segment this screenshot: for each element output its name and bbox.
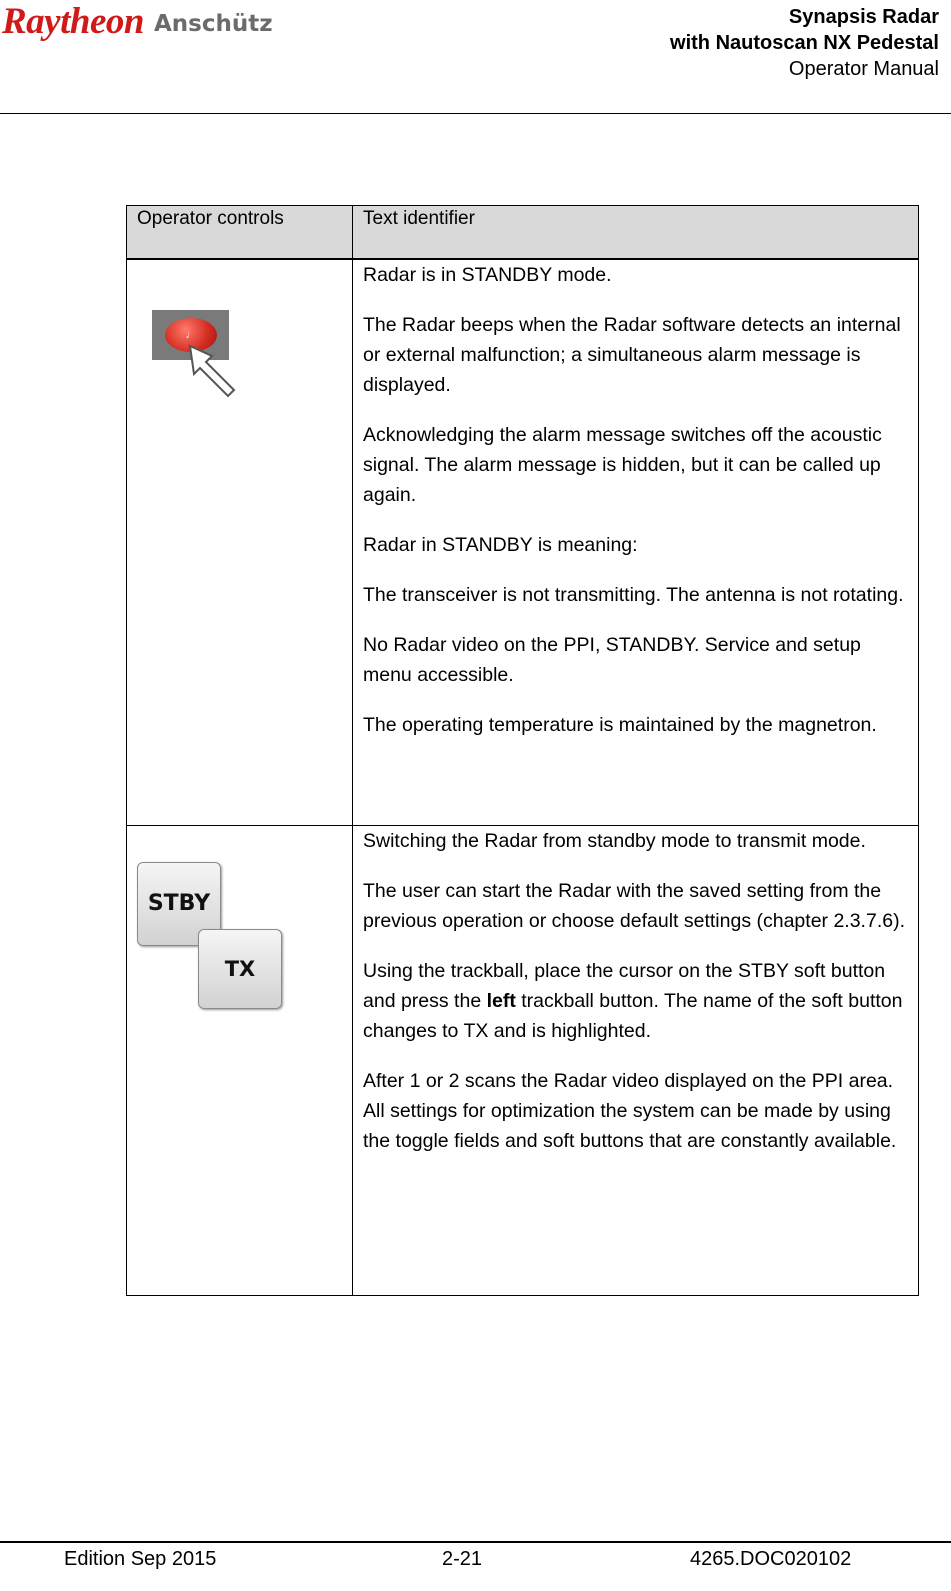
title-line-3: Operator Manual [788, 58, 939, 80]
page-header [0, 0, 951, 114]
cursor-arrow-icon [182, 338, 242, 398]
table-row [127, 825, 919, 1295]
paragraph-bold-text: left [486, 989, 516, 1012]
operator-control-cell [127, 825, 353, 1295]
table-header-row [127, 206, 919, 260]
header-divider [0, 113, 951, 114]
document-title [670, 4, 939, 82]
alarm-bell-icon: ♩ [165, 318, 217, 352]
title-line-2: with Nautoscan NX Pedestal [670, 32, 939, 54]
paragraph: The operating temperature is maintained by the magnetron. [363, 714, 877, 736]
paragraph: Acknowledging the alarm message switches off the acoustic signal. The alarm message is hidden, but it can be called up again. [363, 424, 882, 506]
title-line-1: Synapsis Radar [788, 6, 939, 28]
paragraph-text: trackball button. The name of the soft button changes to TX and is highlighted. [363, 989, 903, 1042]
paragraph: The user can start the Radar with the saved setting from the previous operation or choose default settings (chapter 2.3.7.6). [363, 879, 905, 932]
operator-control-cell [127, 259, 353, 825]
text-identifier-cell [353, 259, 919, 825]
paragraph: Switching the Radar from standby mode to transmit mode. [363, 829, 866, 852]
paragraph [363, 956, 908, 1046]
paragraph: After 1 or 2 scans the Radar video displayed on the PPI area. All settings for optimization the system can be made by using the toggle fields and soft buttons that are constantly available. [363, 1069, 897, 1152]
stby-button: STBY [137, 862, 221, 946]
tx-button: TX [198, 929, 282, 1009]
alarm-acknowledge-icon [152, 310, 242, 400]
operator-controls-table [126, 205, 919, 1296]
column-header-text-identifier: Text identifier [353, 206, 919, 260]
footer-edition: Edition Sep 2015 [64, 1548, 217, 1570]
text-identifier-cell [353, 825, 919, 1295]
column-header-operator-controls: Operator controls [127, 206, 353, 260]
paragraph: Radar is in STANDBY mode. [363, 264, 612, 286]
raytheon-anschuetz-logo [2, 2, 273, 42]
paragraph: Radar in STANDBY is meaning: [363, 534, 638, 556]
footer-page-number: 2-21 [442, 1548, 483, 1570]
paragraph: No Radar video on the PPI, STANDBY. Service and setup menu accessible. [363, 634, 861, 686]
paragraph-text: Using the trackball, place the cursor on the STBY soft button and press the [363, 959, 886, 1012]
logo-brand: Raytheon [2, 1, 144, 42]
footer-document-id: 4265.DOC020102 [690, 1548, 852, 1570]
paragraph: The transceiver is not transmitting. The antenna is not rotating. [363, 584, 904, 606]
logo-sub: Anschütz [153, 11, 273, 37]
table-row [127, 259, 919, 825]
stby-tx-buttons [137, 862, 287, 1012]
footer-divider [0, 1541, 951, 1543]
paragraph: The Radar beeps when the Radar software detects an internal or external malfunction; a simultaneous alarm message is displayed. [363, 314, 901, 396]
